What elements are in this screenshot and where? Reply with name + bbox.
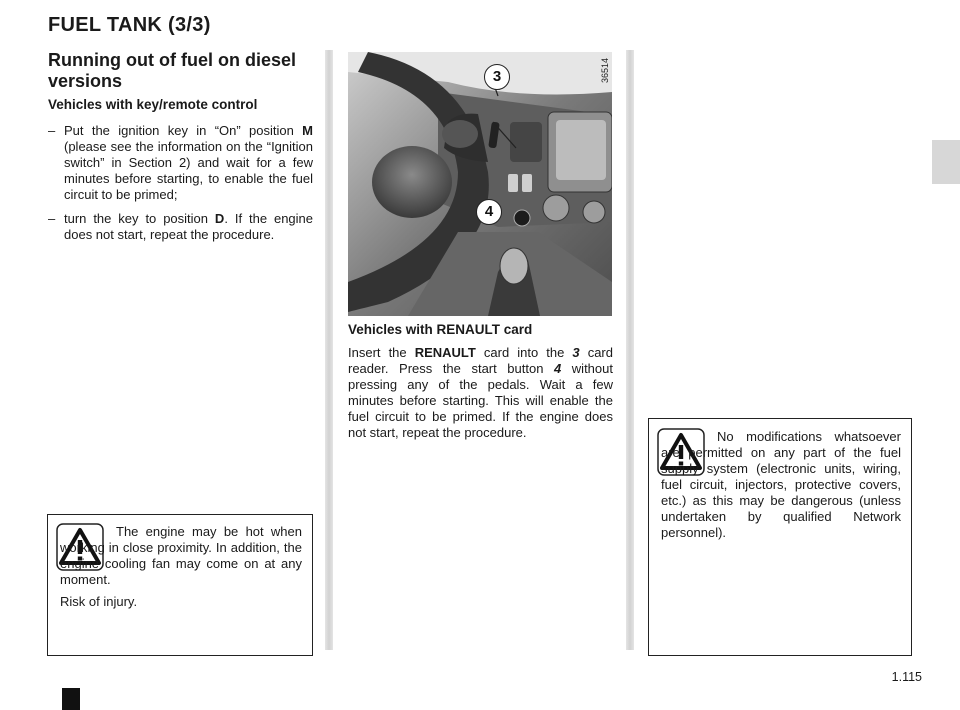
reference-number: 3 xyxy=(572,345,580,360)
page-title: FUEL TANK (3/3) xyxy=(48,14,211,36)
column-divider-right xyxy=(626,50,634,650)
list-dash: – xyxy=(48,123,56,138)
page-number: 1.115 xyxy=(891,670,922,684)
renault-card-instructions xyxy=(348,345,613,441)
section-heading: Running out of fuel on diesel versions xyxy=(48,50,296,91)
list-item-text: . If the engine does not start, repeat the procedure. xyxy=(64,211,313,242)
list-item xyxy=(48,211,313,243)
list-item-text: (please see the information on the “Ignition switch” in Section 2) and wait for a few minutes before starting, to enable the fuel circuit to be primed; xyxy=(64,139,313,202)
instruction-text: Insert the xyxy=(348,345,415,360)
warning-body: No modifications whatsoever are permitted on any part of the fuel supply system (electronic units, wiring, fuel circuit, injectors, protective covers, etc.) as this may be dangerous (unless undertaken by qualified Network personnel). xyxy=(661,429,901,540)
callout-4-start-button: 4 xyxy=(476,199,502,225)
reference-number: 4 xyxy=(554,361,562,376)
instruction-text: card into the xyxy=(475,345,573,360)
section-side-tab xyxy=(932,140,960,184)
position-letter: M xyxy=(302,123,313,138)
dashboard-illustration xyxy=(348,52,612,316)
list-item xyxy=(48,123,313,203)
position-letter: D xyxy=(214,211,225,226)
instruction-bold: RENAULT xyxy=(414,345,476,360)
list-item-text: Put the ignition key in “On” position xyxy=(64,123,303,138)
warning-note: Risk of injury. xyxy=(60,594,138,609)
instruction-list xyxy=(48,123,313,251)
callout-3-card-reader: 3 xyxy=(484,64,510,90)
warning-box-hot-engine xyxy=(47,514,313,656)
instruction-text: without pressing any of the pedals. Wait a few minutes before starting. This will enable the fuel circuit to be primed. If the engine does not start, repeat the procedure. xyxy=(348,361,613,440)
page-corner-mark xyxy=(62,688,80,710)
warning-box-fuel-system xyxy=(648,418,912,656)
subheading-renault-card: Vehicles with RENAULT card xyxy=(348,322,533,337)
subheading-key-remote: Vehicles with key/remote control xyxy=(48,97,258,112)
list-dash: – xyxy=(48,211,56,226)
warning-body: The engine may be hot when working in close proximity. In addition, the engine cooling fan may come on at any moment. xyxy=(60,524,302,587)
list-item-text: turn the key to position xyxy=(64,211,215,226)
warning-text xyxy=(60,524,302,610)
instruction-text: card reader. Press the start button xyxy=(348,345,613,376)
image-reference-code: 36514 xyxy=(600,58,610,84)
column-divider-left xyxy=(325,50,333,650)
dashboard-drawing xyxy=(348,52,612,316)
